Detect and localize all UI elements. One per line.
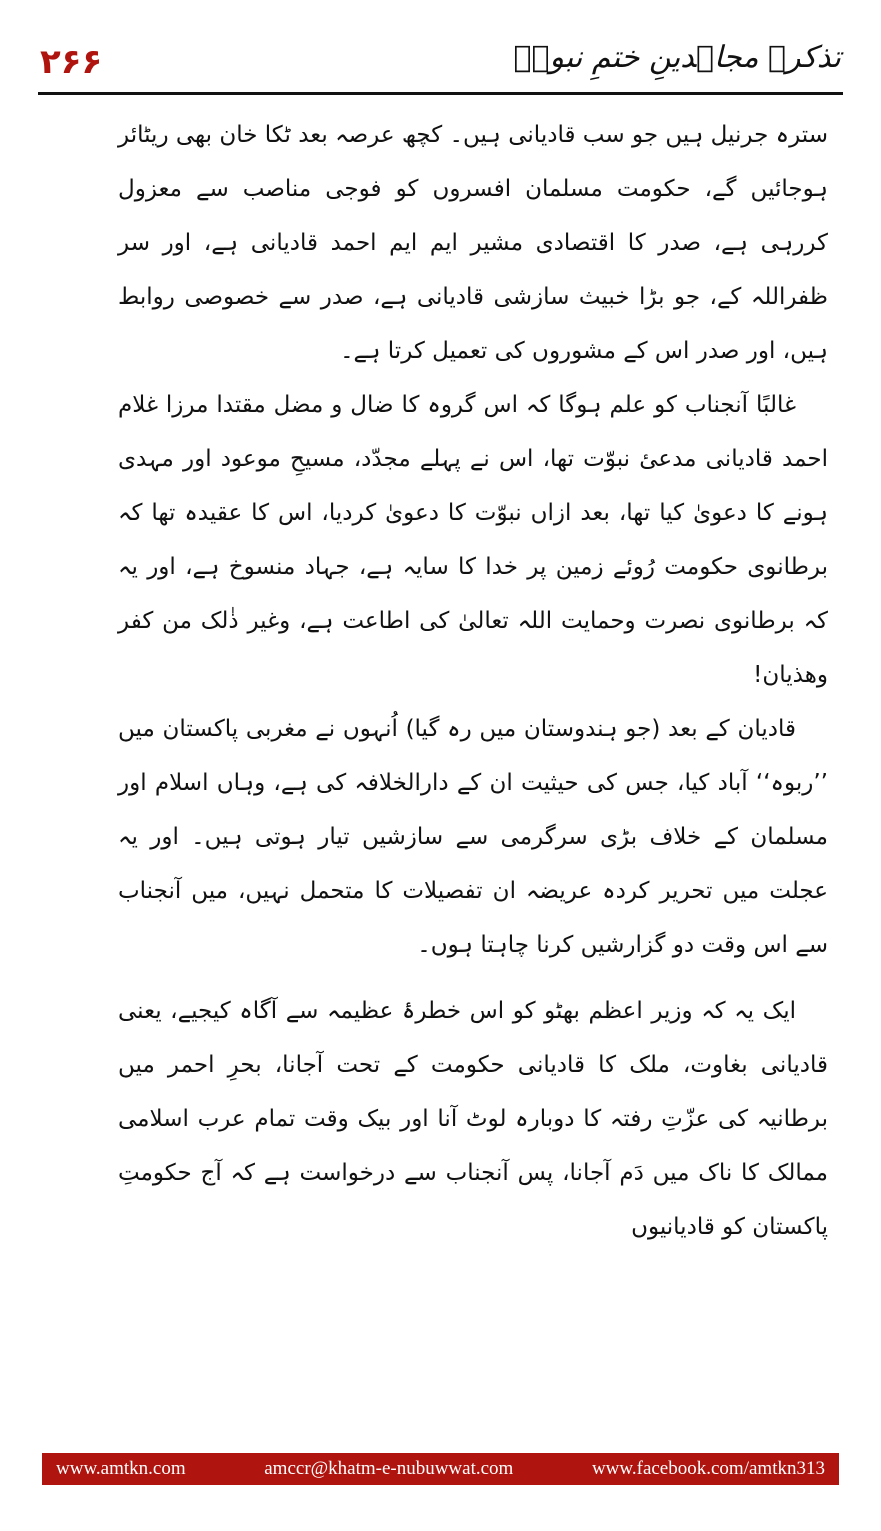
footer-email-link[interactable]: amccr@khatm-e-nubuwwat.com (264, 1458, 514, 1479)
footer-facebook-link[interactable]: www.facebook.com/amtkn313 (591, 1458, 825, 1479)
page-number: ۲۶۶ (40, 42, 103, 82)
header-rule (38, 92, 843, 95)
paragraph-3: قادیان کے بعد (جو ہندوستان میں رہ گیا) اُنہوں نے مغربی پاکستان میں ’’ربوہ‘‘ آباد کیا، جس کی حیثیت ان کے دارالخلافہ کی ہے، وہاں اسلام اور مسلمان کے خلاف بڑی سرگرمی سے سازشیں تیار ہوتی ہیں۔ اور یہ عجلت میں تحریر کردہ عریضہ ان تفصیلات کا متحمل نہیں، میں آنجناب سے اس وقت دو گزارشیں کرنا چاہتا ہوں۔ (118, 716, 828, 958)
footer-website-link[interactable]: www.amtkn.com (56, 1458, 186, 1479)
paragraph-1: سترہ جرنیل ہیں جو سب قادیانی ہیں۔ کچھ عرصہ بعد ٹکا خان بھی ریٹائر ہوجائیں گے، حکومت مسلمان افسروں کو فوجی مناصب سے معزول کررہی ہے، صدر کا اقتصادی مشیر ایم ایم احمد قادیانی ہے، اور سر ظفراللہ کے، جو بڑا خبیث سازشی قادیانی ہے، صدر سے خصوصی روابط ہیں، اور صدر اس کے مشوروں کی تعمیل کرتا ہے۔ (118, 122, 828, 364)
paragraph-2: غالبًا آنجناب کو علم ہوگا کہ اس گروہ کا ضال و مضل مقتدا مرزا غلام احمد قادیانی مدعیٔ نبوّت تھا، اس نے پہلے مجدّد، مسیحِ موعود اور مہدی ہونے کا دعویٰ کیا تھا، بعد ازاں نبوّت کا دعویٰ کردیا، اس کا عقیدہ تھا کہ برطانوی حکومت رُوئے زمین پر خدا کا سایہ ہے، جہاد منسوخ ہے، اور یہ کہ برطانوی نصرت وحمایت اللہ تعالیٰ کی اطاعت ہے، وغیر ذٰلک من کفر وھذیان! (118, 392, 828, 688)
paragraph-4: ایک یہ کہ وزیر اعظم بھٹو کو اس خطرۂ عظیمہ سے آگاہ کیجیے، یعنی قادیانی بغاوت، ملک کا قادیانی حکومت کے تحت آجانا، بحرِ احمر میں برطانیہ کی عزّتِ رفتہ کا دوبارہ لوٹ آنا اور بیک وقت تمام عرب اسلامی ممالک کا ناک میں دَم آجانا، پس آنجناب سے درخواست ہے کہ آج حکومتِ پاکستان کو قادیانیوں (118, 998, 828, 1240)
running-title: تذکرہ مجاہدینِ ختمِ نبوتؐ (513, 40, 841, 75)
footer-bar (42, 1453, 839, 1485)
body-text (118, 108, 828, 1254)
